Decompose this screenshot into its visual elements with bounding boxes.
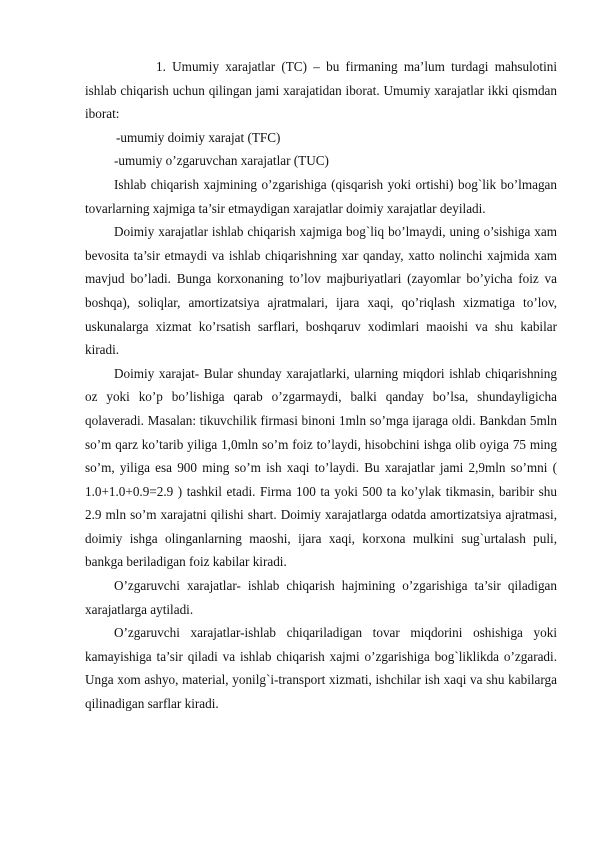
paragraph-variable-definition: O’zgaruvchi xarajatlar- ishlab chiqarish hajmining o’zgarishiga ta’sir qiladigan xarajatlarga aytiladi. [85,578,557,617]
paragraph-total-costs [85,55,557,126]
document-page [85,55,557,716]
list-item-fixed-cost: -umumiy doimiy xarajat (TFC) [116,129,281,145]
list-number: 1. [156,59,166,74]
paragraph-text: Umumiy xarajatlar (TC) – bu firmaning ma’lum turdagi mahsulotini ishlab chiqarish uchun qilingan jami xarajatidan iborat. Umumiy xarajatlar ikki qismdan iborat: [85,59,557,122]
paragraph-variable-details: O’zgaruvchi xarajatlar-ishlab chiqariladigan tovar miqdorini oshishiga yoki kamayishiga ta’sir qiladi va ishlab chiqarish xajmi o’zgarishiga bog`liklikda o’zgaradi. Unga xom ashyo, material, yonilg`i-transport xizmati, ishchilar ish xaqi va shu kabilarga qilinadigan sarflar kiradi. [85,625,557,712]
list-item-variable-cost: -umumiy o’zgaruvchan xarajatlar (TUC) [114,153,329,169]
paragraph-fixed-example: Doimiy xarajat- Bular shunday xarajatlarki, ularning miqdori ishlab chiqarishning oz yoki ko’p bo’lishiga qarab o’zgarmaydi, balki qanday bo’lsa, shundayligicha qolaveradi. Masalan: tikuvchilik firmasi binoni 1mln so’mga ijaraga oldi. Bankdan 5mln so’m qarz ko’tarib yiliga 1,0mln so’m foiz to’laydi, hisobchini ishga olib oyiga 75 ming so’m, yiliga esa 900 ming so’m ish xaqi to’laydi. Bu xarajatlar jami 2,9mln so’mni ( 1.0+1.0+0.9=2.9 ) tashkil etadi. Firma 100 ta yoki 500 ta ko’ylak tikmasin, baribir shu 2.9 mln so’m xarajatni qilishi shart. Doimiy xarajatlarga odatda amortizatsiya ajratmasi, doimiy ishga olinganlarning maoshi, ijara xaqi, korxona mulkini sug`urtalash puli, bankga beriladigan foiz kabilar kiradi. [85,365,557,570]
paragraph-fixed-details: Doimiy xarajatlar ishlab chiqarish xajmiga bog`liq bo’lmaydi, uning o’sishiga xam bevosita ta’sir etmaydi va ishlab chiqarishning xar qanday, xatto nolinchi xajmida xam mavjud bo’ladi. Bunga korxonaning to’lov majburiyatlari (zayomlar bo’yicha foiz va boshqa), soliqlar, amortizatsiya ajratmalari, ijara xaqi, qo’riqlash xizmatiga to’lov, uskunalarga xizmat ko’rsatish sarflari, boshqaruv xodimlari maoishi va shu kabilar kiradi. [85,224,557,358]
paragraph-fixed-definition: Ishlab chiqarish xajmining o’zgarishiga (qisqarish yoki ortishi) bog`lik bo’lmagan tovarlarning xajmiga ta’sir etmaydigan xarajatlar doimiy xarajatlar deyiladi. [85,176,557,216]
